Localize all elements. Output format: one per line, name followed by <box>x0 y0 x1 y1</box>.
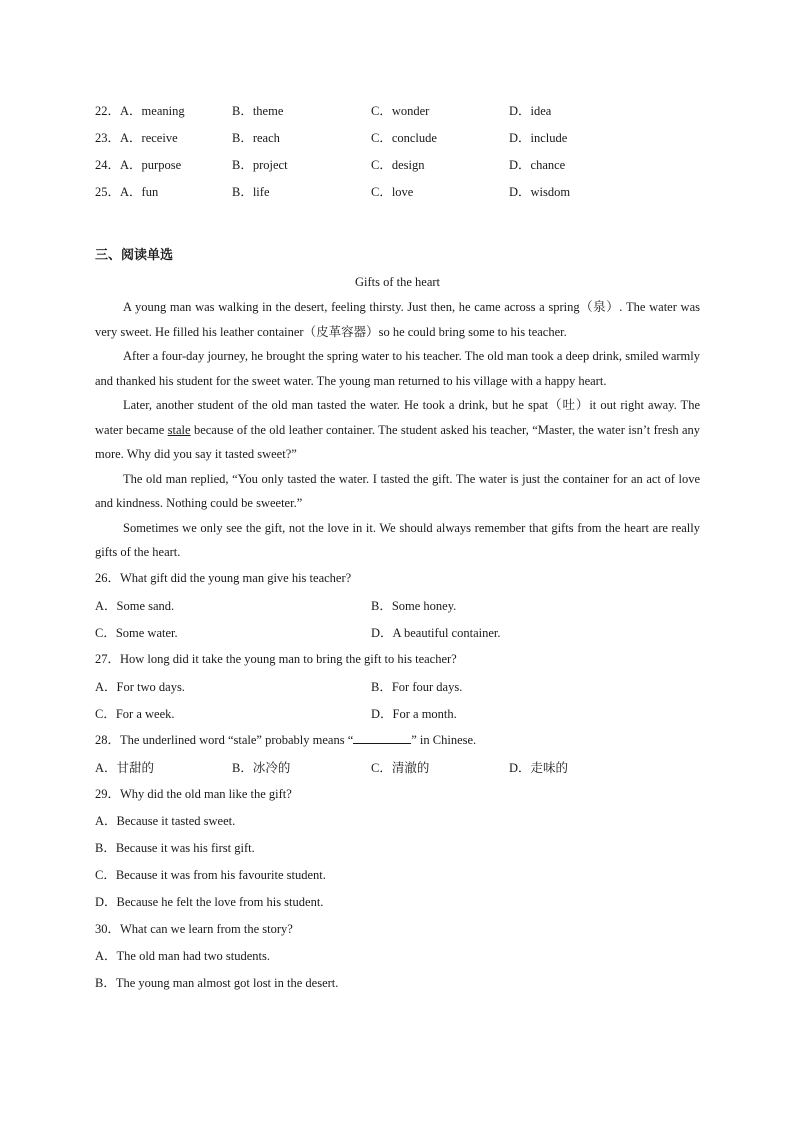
paragraph-4: The old man replied, “You only tasted the water. I tasted the gift. The water is just the container for an act of love and kindness. Nothing could be sweeter.” <box>95 471 700 510</box>
question-26 <box>95 565 700 646</box>
vocab-options <box>95 96 700 204</box>
option-b: B．The young man almost got lost in the desert. <box>95 975 339 990</box>
option-c: C．清澈的 <box>371 761 430 775</box>
question-28 <box>95 727 700 781</box>
question-number: 23． <box>95 130 121 145</box>
option-a: A．The old man had two students. <box>95 948 270 963</box>
option-b: B．冰冷的 <box>232 761 291 775</box>
option-a: A．meaning <box>120 103 185 118</box>
option-row-25 <box>95 177 700 204</box>
paragraph-1: A young man was walking in the desert, feeling thirsty. Just then, he came across a spring（泉）. The water was very sweet. He filled his leather container（皮革容器）so he could bring some to his teacher. <box>95 300 700 339</box>
question-27 <box>95 646 700 727</box>
option-d: D．A beautiful container. <box>371 626 501 640</box>
option-c: C．Some water. <box>95 626 178 640</box>
option-b: B．Some honey. <box>371 599 457 613</box>
option-b: B．theme <box>232 103 284 118</box>
document-page <box>95 96 700 997</box>
option-c: C．love <box>371 184 414 199</box>
question-number: 25． <box>95 184 121 199</box>
question-text: 28．The underlined word “stale” probably means “ ” in Chinese. <box>95 732 477 747</box>
option-a: A．Some sand. <box>95 599 175 613</box>
question-29 <box>95 781 700 916</box>
option-c: C．conclude <box>371 130 437 145</box>
question-number: 24． <box>95 157 121 172</box>
option-b: B．Because it was his first gift. <box>95 840 255 855</box>
question-text: 27．How long did it take the young man to bring the gift to his teacher? <box>95 651 457 666</box>
option-c: C．Because it was from his favourite student. <box>95 867 326 882</box>
passage-title: Gifts of the heart <box>354 275 441 289</box>
question-text: 29．Why did the old man like the gift? <box>95 786 292 801</box>
option-a: A．For two days. <box>95 680 185 694</box>
option-a: A．Because it tasted sweet. <box>95 813 236 828</box>
option-row-23 <box>95 123 700 150</box>
option-c: C．design <box>371 157 425 172</box>
option-b: B．project <box>232 157 288 172</box>
option-d: D．include <box>509 130 568 145</box>
passage <box>95 295 700 565</box>
option-b: B．For four days. <box>371 680 463 694</box>
paragraph-5: Sometimes we only see the gift, not the love in it. We should always remember that gifts from the heart are really gifts of the heart. <box>95 520 700 559</box>
question-text: 30．What can we learn from the story? <box>95 921 293 936</box>
option-a: A．fun <box>120 184 159 199</box>
option-row-24 <box>95 150 700 177</box>
option-b: B．life <box>232 184 270 199</box>
option-a: A．甘甜的 <box>95 761 155 775</box>
option-d: D．走味的 <box>509 761 569 775</box>
question-30 <box>95 916 700 997</box>
paragraph-2: After a four-day journey, he brought the spring water to his teacher. The old man took a deep drink, smiled warmly and thanked his student for the sweet water. The young man returned to his village with a happy heart. <box>95 349 700 388</box>
answer-blank <box>353 731 411 744</box>
option-d: D．Because he felt the love from his student. <box>95 894 324 909</box>
option-a: A．receive <box>120 130 178 145</box>
option-d: D．idea <box>509 103 552 118</box>
option-a: A．purpose <box>120 157 182 172</box>
paragraph-3: Later, another student of the old man tasted the water. He took a drink, but he spat（吐）it out right away. The water became stale because of the old leather container. The student asked his teacher, “Master, the water isn’t fresh any more. Why did you say it tasted sweet?” <box>95 398 700 461</box>
option-c: C．For a week. <box>95 707 175 721</box>
question-text: 26．What gift did the young man give his teacher? <box>95 570 352 585</box>
option-row-22 <box>95 96 700 123</box>
option-c: C．wonder <box>371 103 430 118</box>
option-d: D．wisdom <box>509 184 571 199</box>
option-b: B．reach <box>232 130 280 145</box>
section-title: 三、阅读单选 <box>95 248 174 263</box>
option-d: D．For a month. <box>371 707 457 721</box>
underlined-word: stale <box>167 422 191 437</box>
question-number: 22． <box>95 103 121 118</box>
option-d: D．chance <box>509 157 566 172</box>
